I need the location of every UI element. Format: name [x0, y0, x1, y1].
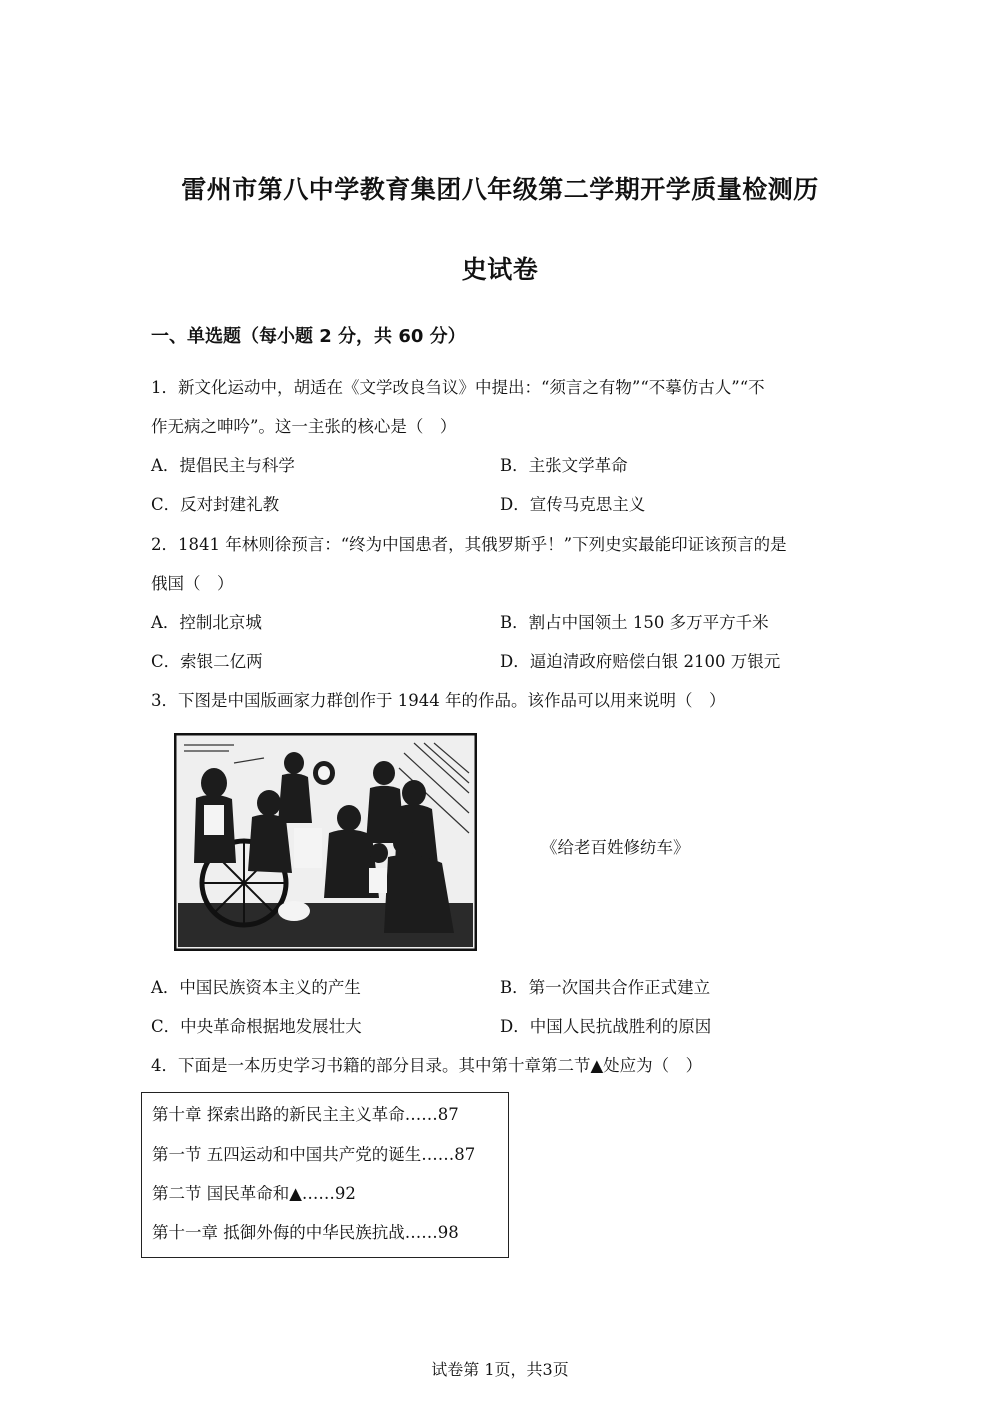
- q2-stem-line-1: 2．1841 年林则徐预言：“终为中国患者，其俄罗斯乎！”下列史实最能印证该预言的是: [151, 535, 787, 554]
- q2-option-d: D．逼迫清政府赔偿白银 2100 万银元: [500, 652, 781, 671]
- section-heading: 一、单选题（每小题 2 分，共 60 分）: [151, 326, 466, 347]
- q3-option-d: D．中国人民抗战胜利的原因: [500, 1017, 712, 1036]
- q2-option-c: C．索银二亿两: [151, 652, 263, 671]
- toc-line-2: 第一节 五四运动和中国共产党的诞生……87: [152, 1145, 476, 1164]
- title-line-2: 史试卷: [461, 255, 539, 284]
- q2-option-a: A．控制北京城: [151, 613, 262, 632]
- q1-stem-line-1: 1．新文化运动中，胡适在《文学改良刍议》中提出：“须言之有物”“不摹仿古人”“不: [151, 378, 765, 397]
- toc-line-1: 第十章 探索出路的新民主主义革命……87: [152, 1105, 459, 1124]
- q1-option-a: A．提倡民主与科学: [151, 456, 295, 475]
- q1-option-d: D．宣传马克思主义: [500, 495, 646, 514]
- q3-option-c: C．中央革命根据地发展壮大: [151, 1017, 362, 1036]
- title-line-1: 雷州市第八中学教育集团八年级第二学期开学质量检测历: [181, 175, 819, 204]
- q1-option-b: B．主张文学革命: [500, 456, 628, 475]
- toc-line-4: 第十一章 抵御外侮的中华民族抗战……98: [152, 1223, 459, 1242]
- q3-stem: 3．下图是中国版画家力群创作于 1944 年的作品。该作品可以用来说明（ ）: [151, 691, 726, 710]
- q3-option-a: A．中国民族资本主义的产生: [151, 978, 361, 997]
- page-footer: 试卷第 1页，共3页: [431, 1360, 569, 1379]
- q4-stem: 4．下面是一本历史学习书籍的部分目录。其中第十章第二节▲处应为（ ）: [151, 1056, 703, 1075]
- toc-line-3: 第二节 国民革命和▲……92: [152, 1184, 356, 1203]
- woodcut-image: [174, 733, 477, 951]
- q3-option-b: B．第一次国共合作正式建立: [500, 978, 711, 997]
- image-caption: 《给老百姓修纺车》: [541, 838, 690, 857]
- q2-option-b: B．割占中国领土 150 多万平方千米: [500, 613, 769, 632]
- q1-stem-line-2: 作无病之呻吟”。这一主张的核心是（ ）: [151, 417, 457, 436]
- q1-option-c: C．反对封建礼教: [151, 495, 280, 514]
- q2-stem-line-2: 俄国（ ）: [151, 574, 234, 593]
